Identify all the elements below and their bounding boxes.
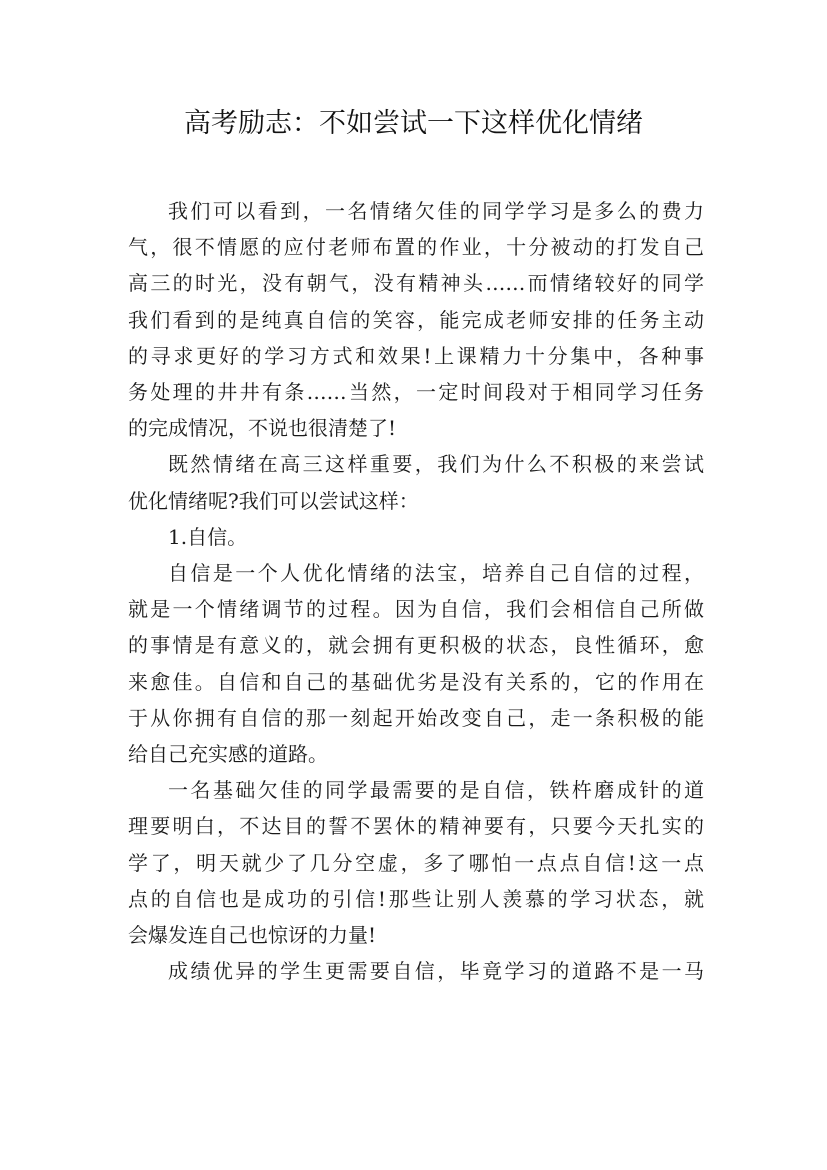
list-item-heading: 1.自信。	[168, 524, 248, 549]
paragraph-line: 一名基础欠佳的同学最需要的是自信，铁杵磨成针的道	[168, 778, 704, 803]
paragraph-line: 既然情绪在高三这样重要，我们为什么不积极的来尝试	[168, 452, 704, 477]
paragraph-line: 我们可以看到，一名情绪欠佳的同学学习是多么的费力	[168, 199, 704, 223]
paragraph	[128, 446, 704, 518]
paragraph-line: 就是一个情绪调节的过程。因为自信，我们会相信自己所做	[128, 597, 704, 622]
paragraph-line: 我们看到的是纯真自信的笑容，能完成老师安排的任务主动	[128, 307, 704, 332]
paragraph-line: 学了，明天就少了几分空虚，多了哪怕一点点自信!这一点	[128, 850, 704, 875]
paragraph-line: 高三的时光，没有朝气，没有精神头……而情绪较好的同学	[128, 271, 704, 296]
document-body	[128, 193, 704, 989]
paragraph-line: 会爆发连自己也惊讶的力量!	[128, 923, 377, 948]
paragraph-line: 于从你拥有自信的那一刻起开始改变自己，走一条积极的能	[128, 705, 704, 730]
paragraph-line: 成绩优异的学生更需要自信，毕竟学习的道路不是一马	[168, 959, 704, 984]
paragraph	[128, 772, 704, 953]
paragraph-line: 的寻求更好的学习方式和效果!上课精力十分集中，各种事	[128, 343, 704, 368]
paragraph-line: 来愈佳。自信和自己的基础优劣是没有关系的，它的作用在	[128, 669, 704, 694]
paragraph-line: 的事情是有意义的，就会拥有更积极的状态，良性循环，愈	[128, 633, 704, 658]
paragraph-line: 自信是一个人优化情绪的法宝，培养自己自信的过程，	[168, 561, 704, 586]
paragraph-line: 的完成情况，不说也很清楚了!	[128, 416, 397, 441]
paragraph	[128, 193, 704, 446]
paragraph-line: 点的自信也是成功的引信!那些让别人羡慕的学习状态，就	[128, 886, 704, 911]
document-title: 高考励志：不如尝试一下这样优化情绪	[184, 108, 643, 139]
paragraph-line: 气，很不情愿的应付老师布置的作业，十分被动的打发自己	[128, 235, 704, 260]
paragraph-line: 给自己充实感的道路。	[128, 742, 328, 767]
paragraph-line: 理要明白，不达目的誓不罢休的精神要有，只要今天扎实的	[128, 814, 704, 839]
paragraph-line: 务处理的井井有条……当然，一定时间段对于相同学习任务	[128, 380, 704, 405]
paragraph	[128, 953, 704, 989]
paragraph-line: 优化情绪呢?我们可以尝试这样：	[128, 488, 419, 513]
paragraph	[128, 555, 704, 772]
